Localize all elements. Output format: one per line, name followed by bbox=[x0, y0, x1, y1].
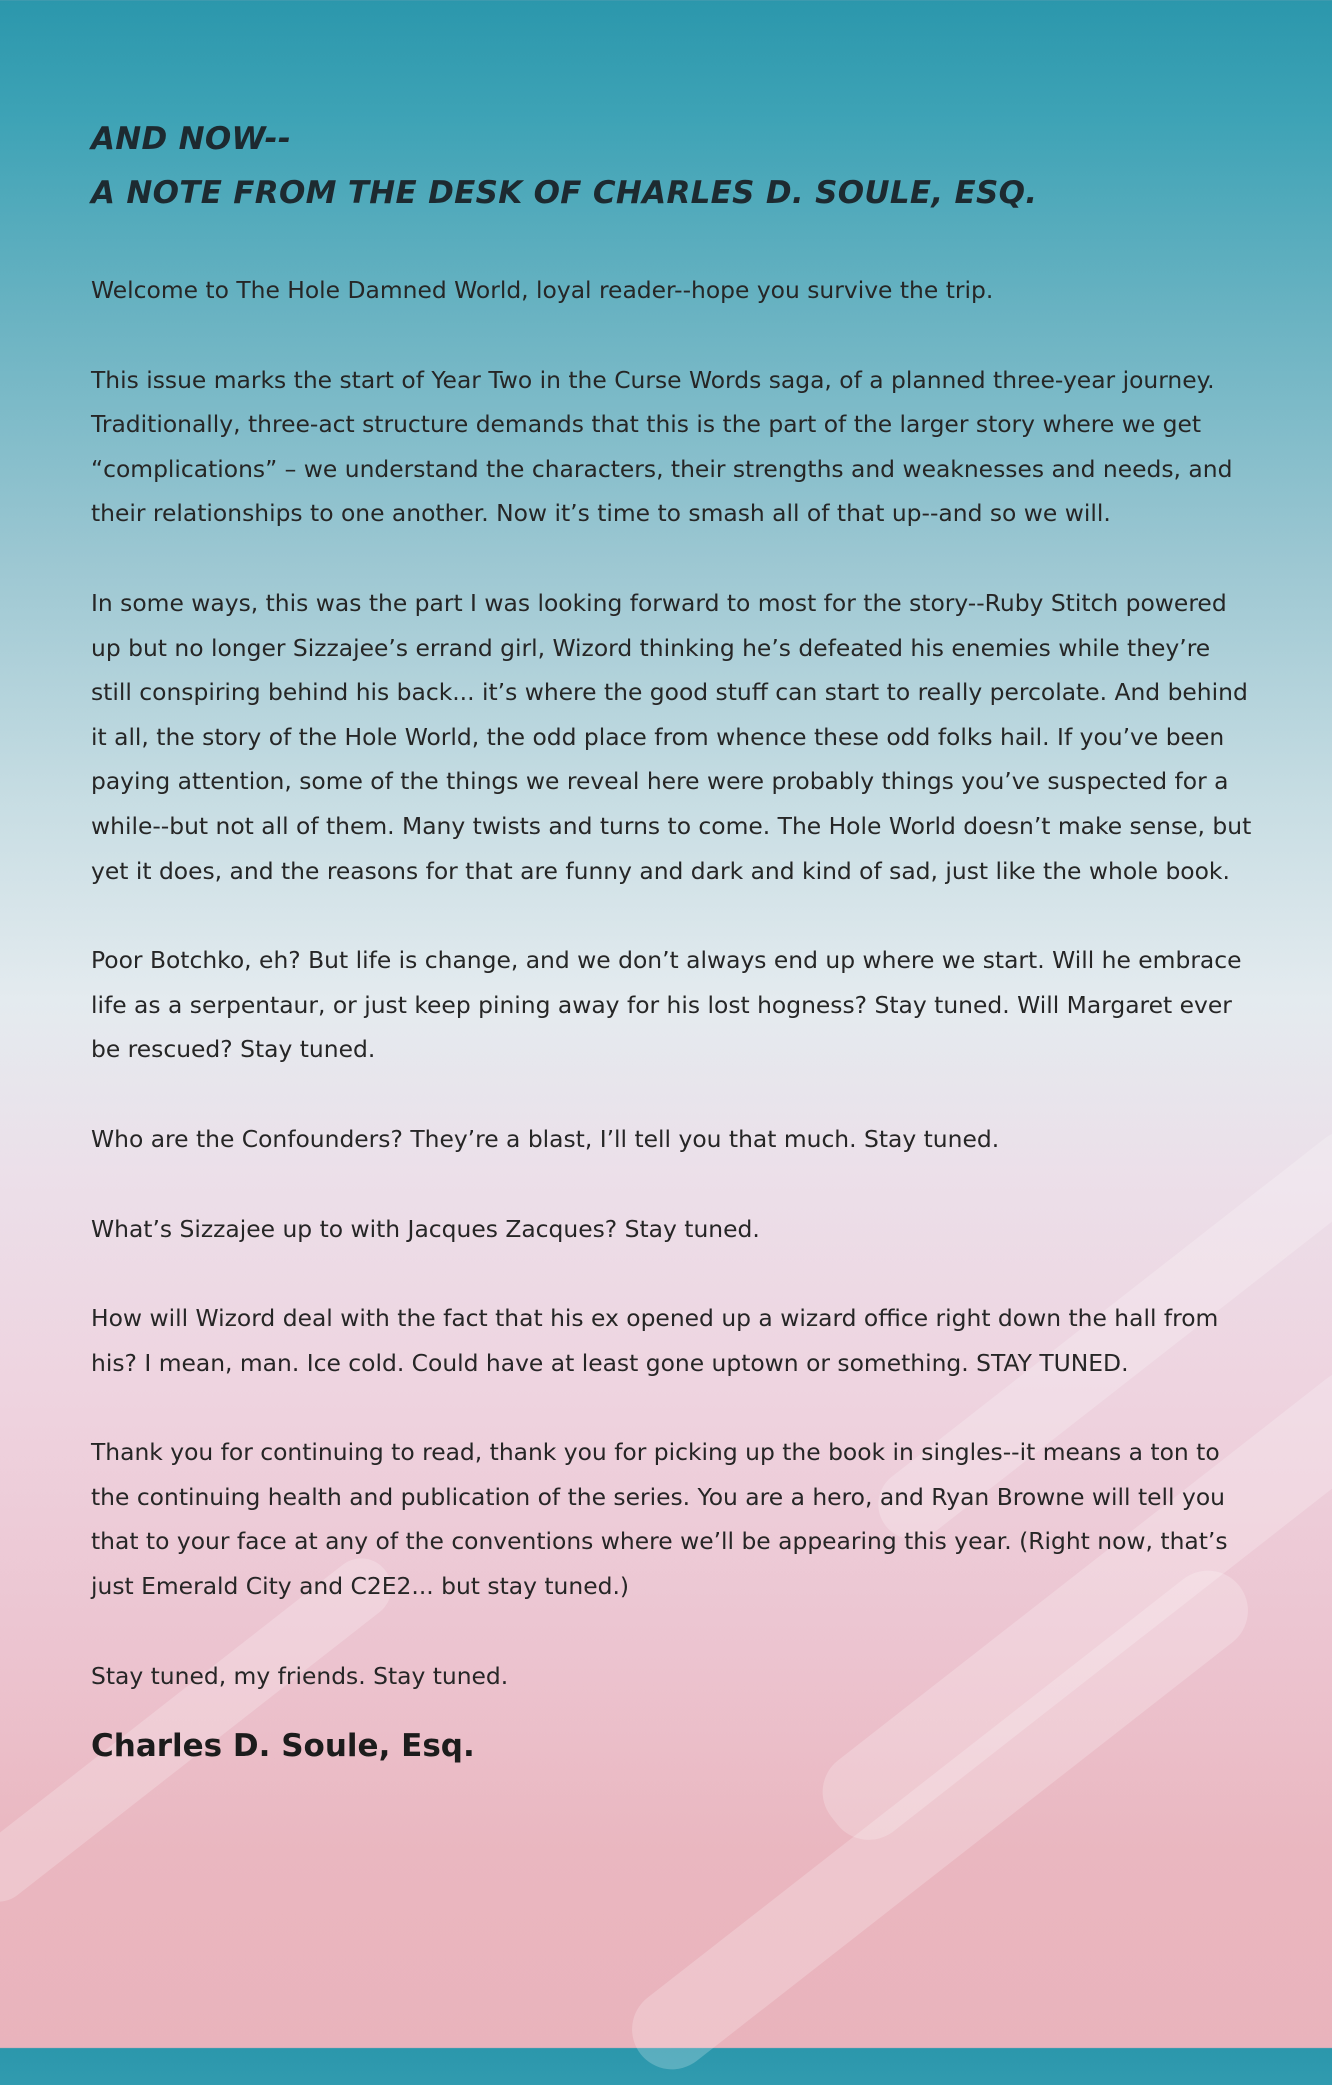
paragraph-wizord: How will Wizord deal with the fact that his ex opened up a wizard office right down the hall from his? I mean, man. Ice cold. Could have at least gone uptown or something. STAY TUNED. bbox=[91, 1304, 1219, 1377]
paragraph-welcome: Welcome to The Hole Damned World, loyal reader--hope you survive the trip. bbox=[91, 276, 994, 304]
heading-line-1: AND NOW-- bbox=[91, 121, 291, 157]
paragraph-hole-world: In some ways, this was the part I was looking forward to most for the story--Ruby Stitch powered up but no longer Sizzajee’s errand girl, Wizord thinking he’s defeated his enemies while they’re still conspiring behind his back... it’s where the good stuff can start to really percolate. And behind it all, the story of the Hole World, the odd place from whence these odd folks hail. If you’ve been paying attention, some of the things we reveal here were probably things you’ve suspected for a while--but not all of them. Many twists and turns to come. The Hole World doesn’t make sense, but yet it does, and the reasons for that are funny and dark and kind of sad, just like the whole book. bbox=[91, 588, 1252, 885]
signature: Charles D. Soule, Esq. bbox=[91, 1728, 475, 1765]
heading-line-2: A NOTE FROM THE DESK OF CHARLES D. SOULE, ESQ. bbox=[91, 175, 1038, 211]
paragraph-closing: Stay tuned, my friends. Stay tuned. bbox=[91, 1661, 509, 1690]
letter-page bbox=[91, 112, 1256, 1768]
paragraph-botchko: Poor Botchko, eh? But life is change, and we don’t always end up where we start. Will he embrace life as a serpentaur, or just keep pining away for his lost hogness? Stay tuned. Will Margaret ever be rescued? Stay tuned. bbox=[91, 946, 1242, 1064]
paragraph-year-two: This issue marks the start of Year Two in the Curse Words saga, of a planned three-year journey. Traditionally, three-act structure demands that this is the part of the larger story where we get “complications” – we understand the characters, their strengths and weaknesses and needs, and their relationships to one another. Now it’s time to smash all of that up--and so we will. bbox=[91, 365, 1233, 528]
paragraph-confounders: Who are the Confounders? They’re a blast, I’ll tell you that much. Stay tuned. bbox=[91, 1124, 1000, 1153]
paragraph-sizzajee: What’s Sizzajee up to with Jacques Zacques? Stay tuned. bbox=[91, 1214, 760, 1243]
letter-heading bbox=[91, 112, 1256, 220]
paragraph-thank-you: Thank you for continuing to read, thank you for picking up the book in singles--it means a ton to the continuing health and publication of the series. You are a hero, and Ryan Browne will tell you that to your face at any of the conventions where we’ll be appearing this year. (Right now, that’s just Emerald City and C2E2... but stay tuned.) bbox=[91, 1438, 1228, 1601]
